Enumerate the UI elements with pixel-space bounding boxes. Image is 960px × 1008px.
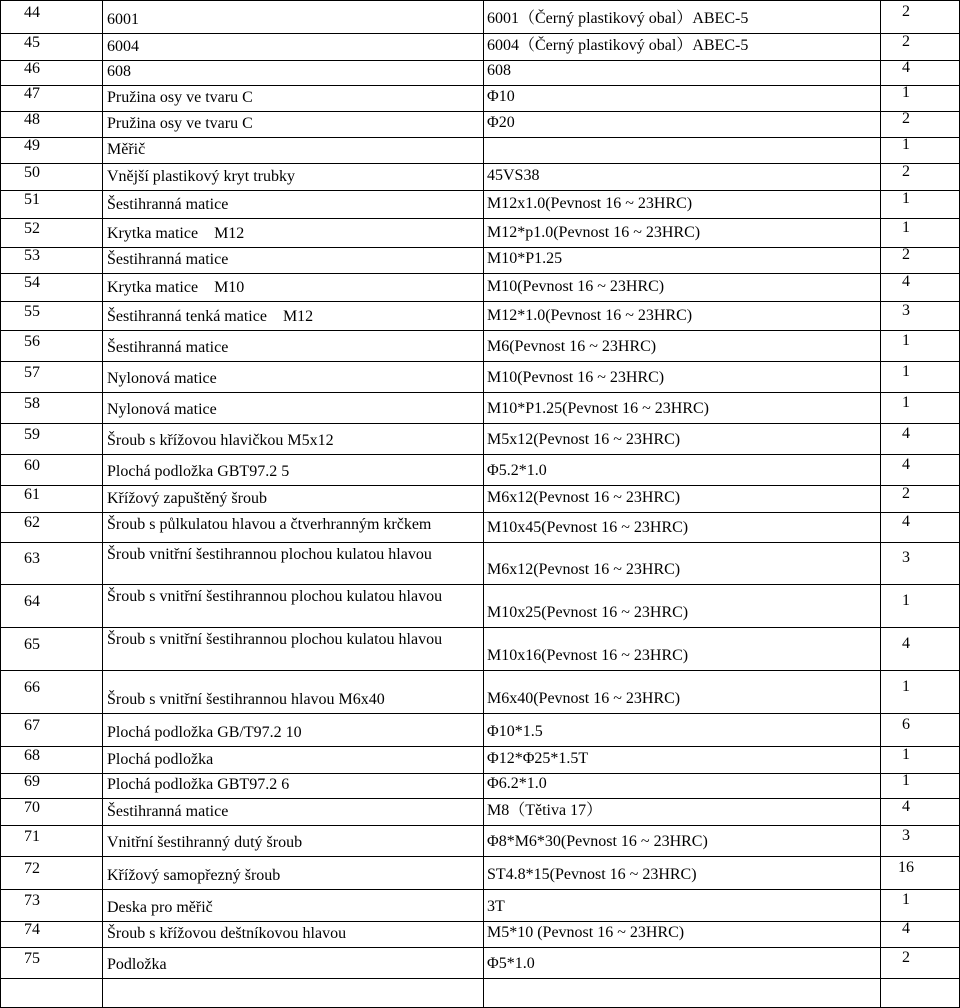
part-spec: M10(Pevnost 16 ~ 23HRC) [487, 278, 665, 295]
table-row [0, 798, 960, 825]
part-name: Krytka matice M12 [107, 225, 245, 242]
table-row [0, 921, 960, 947]
part-quantity: 6 [902, 716, 910, 733]
table-row [0, 301, 960, 330]
part-quantity: 1 [902, 394, 910, 411]
row-number: 58 [24, 395, 40, 412]
row-number: 59 [24, 426, 40, 443]
table-row [0, 330, 960, 361]
table-row [0, 825, 960, 856]
table-row [0, 163, 960, 190]
part-spec: M10*P1.25(Pevnost 16 ~ 23HRC) [487, 400, 710, 417]
table-row [0, 33, 960, 60]
part-name: Šroub s křížovou deštníkovou hlavou [107, 925, 347, 942]
row-number: 61 [24, 486, 40, 503]
table-row [0, 454, 960, 485]
part-quantity: 1 [902, 136, 910, 153]
part-spec: M10x25(Pevnost 16 ~ 23HRC) [487, 604, 689, 621]
table-row [0, 856, 960, 889]
row-number: 68 [24, 747, 40, 764]
row-number: 47 [24, 85, 40, 102]
table-row [0, 60, 960, 85]
part-quantity: 16 [898, 859, 914, 876]
row-number: 75 [24, 950, 40, 967]
table-row [0, 746, 960, 773]
part-quantity: 1 [902, 363, 910, 380]
part-quantity: 1 [902, 746, 910, 763]
part-quantity: 4 [902, 635, 910, 652]
part-name: Plochá podložka GBT97.2 6 [107, 776, 290, 793]
part-spec: Φ5.2*1.0 [487, 462, 547, 479]
table-row [0, 137, 960, 163]
table-row [0, 218, 960, 247]
part-quantity: 4 [902, 798, 910, 815]
part-quantity: 2 [902, 246, 910, 263]
row-number: 48 [24, 111, 40, 128]
table-row [0, 85, 960, 111]
part-spec: M12*p1.0(Pevnost 16 ~ 23HRC) [487, 224, 701, 241]
part-spec: 6001（Černý plastikový obal）ABEC-5 [487, 10, 749, 27]
part-spec: 608 [487, 62, 511, 79]
row-number: 73 [24, 892, 40, 909]
part-spec: Φ20 [487, 114, 515, 131]
part-name: Šroub s vnitřní šestihrannou hlavou M6x40 [107, 691, 385, 708]
part-name: Podložka [107, 956, 167, 973]
table-row [0, 190, 960, 218]
part-name: Vnější plastikový kryt trubky [107, 168, 295, 185]
part-name: Šestihranná matice [107, 196, 229, 213]
row-number: 44 [24, 4, 40, 21]
part-spec: ST4.8*15(Pevnost 16 ~ 23HRC) [487, 866, 697, 883]
table-row [0, 773, 960, 798]
row-number: 65 [24, 636, 40, 653]
part-name: Šestihranná matice [107, 803, 229, 820]
part-name: 608 [107, 63, 131, 80]
row-number: 69 [24, 773, 40, 790]
part-quantity: 4 [902, 273, 910, 290]
part-spec: Φ6.2*1.0 [487, 775, 547, 792]
part-name: Šestihranná matice [107, 339, 229, 356]
part-quantity: 1 [902, 190, 910, 207]
part-spec: M6x40(Pevnost 16 ~ 23HRC) [487, 690, 681, 707]
row-number: 52 [24, 220, 40, 237]
part-spec: 3T [487, 898, 505, 915]
part-name: Plochá podložka GB/T97.2 10 [107, 724, 302, 741]
table-row [0, 111, 960, 137]
table-row [0, 889, 960, 921]
part-quantity: 3 [902, 549, 910, 566]
part-spec: Φ10 [487, 88, 515, 105]
part-name: Křížový zapuštěný šroub [107, 490, 267, 507]
row-number: 74 [24, 921, 40, 938]
part-name: Křížový samopřezný šroub [107, 867, 281, 884]
row-number: 67 [24, 717, 40, 734]
part-name: Deska pro měřič [107, 899, 213, 916]
row-number: 64 [24, 593, 40, 610]
table-row [0, 273, 960, 301]
part-spec: 6004（Černý plastikový obal）ABEC-5 [487, 37, 749, 54]
row-number: 70 [24, 799, 40, 816]
part-name: Pružina osy ve tvaru C [107, 89, 253, 106]
part-name: Šroub s vnitřní šestihrannou plochou kulatou hlavou [107, 631, 443, 648]
part-name: Šroub s vnitřní šestihrannou plochou kulatou hlavou [107, 588, 443, 605]
row-number: 62 [24, 514, 40, 531]
row-number: 71 [24, 828, 40, 845]
part-name: Šroub s půlkulatou hlavou a čtverhranným krčkem [107, 516, 432, 533]
table-row [0, 670, 960, 713]
part-spec: M10x16(Pevnost 16 ~ 23HRC) [487, 647, 689, 664]
part-spec: M10*P1.25 [487, 250, 563, 267]
row-number: 72 [24, 860, 40, 877]
row-number: 45 [24, 34, 40, 51]
part-spec: M6x12(Pevnost 16 ~ 23HRC) [487, 489, 681, 506]
part-spec: M10(Pevnost 16 ~ 23HRC) [487, 369, 665, 386]
part-name: Plochá podložka [107, 751, 214, 768]
table-row [0, 361, 960, 392]
part-name: 6001 [107, 11, 139, 28]
row-number: 66 [24, 679, 40, 696]
part-quantity: 2 [902, 33, 910, 50]
part-quantity: 1 [902, 219, 910, 236]
table-row [0, 423, 960, 454]
part-name: Vnitřní šestihranný dutý šroub [107, 834, 303, 851]
row-number: 46 [24, 60, 40, 77]
table-rule [0, 978, 960, 979]
part-name: Měřič [107, 141, 146, 158]
row-number: 53 [24, 247, 40, 264]
part-quantity: 1 [902, 332, 910, 349]
part-spec: Φ5*1.0 [487, 955, 535, 972]
row-number: 50 [24, 164, 40, 181]
part-quantity: 4 [902, 456, 910, 473]
part-quantity: 4 [902, 425, 910, 442]
row-number: 51 [24, 191, 40, 208]
part-name: 6004 [107, 38, 139, 55]
table-row [0, 627, 960, 670]
part-spec: M12x1.0(Pevnost 16 ~ 23HRC) [487, 195, 693, 212]
part-quantity: 4 [902, 513, 910, 530]
table-row [0, 542, 960, 584]
table-row [0, 947, 960, 978]
row-number: 55 [24, 303, 40, 320]
part-quantity: 2 [902, 485, 910, 502]
table-row [0, 713, 960, 746]
part-name: Šestihranná tenká matice M12 [107, 308, 314, 325]
part-quantity: 2 [902, 110, 910, 127]
table-row [0, 247, 960, 273]
part-spec: M6x12(Pevnost 16 ~ 23HRC) [487, 561, 681, 578]
table-row [0, 0, 960, 33]
table-row [0, 584, 960, 627]
part-spec: M5x12(Pevnost 16 ~ 23HRC) [487, 431, 681, 448]
part-quantity: 3 [902, 827, 910, 844]
part-name: Nylonová matice [107, 401, 217, 418]
part-name: Plochá podložka GBT97.2 5 [107, 463, 290, 480]
row-number: 60 [24, 457, 40, 474]
part-name: Šestihranná matice [107, 251, 229, 268]
row-number: 63 [24, 550, 40, 567]
part-spec: M6(Pevnost 16 ~ 23HRC) [487, 338, 657, 355]
part-quantity: 2 [902, 163, 910, 180]
row-number: 54 [24, 274, 40, 291]
table-row [0, 392, 960, 423]
part-quantity: 2 [902, 949, 910, 966]
part-quantity: 2 [902, 3, 910, 20]
part-quantity: 1 [902, 84, 910, 101]
table-row [0, 512, 960, 542]
part-quantity: 1 [902, 678, 910, 695]
part-spec: Φ12*Φ25*1.5T [487, 750, 589, 767]
part-quantity: 4 [902, 920, 910, 937]
part-name: Šroub vnitřní šestihrannou plochou kulatou hlavou [107, 546, 432, 563]
row-number: 57 [24, 364, 40, 381]
part-name: Nylonová matice [107, 370, 217, 387]
table-row [0, 485, 960, 512]
part-spec: Φ10*1.5 [487, 723, 543, 740]
part-spec: M12*1.0(Pevnost 16 ~ 23HRC) [487, 307, 693, 324]
part-quantity: 1 [902, 592, 910, 609]
part-name: Pružina osy ve tvaru C [107, 115, 253, 132]
part-quantity: 3 [902, 302, 910, 319]
part-spec: Φ8*M6*30(Pevnost 16 ~ 23HRC) [487, 833, 708, 850]
row-number: 49 [24, 137, 40, 154]
part-spec: 45VS38 [487, 167, 540, 184]
row-number: 56 [24, 333, 40, 350]
part-name: Šroub s křížovou hlavičkou M5x12 [107, 432, 334, 449]
part-quantity: 1 [902, 891, 910, 908]
part-quantity: 4 [902, 59, 910, 76]
part-spec: M10x45(Pevnost 16 ~ 23HRC) [487, 519, 689, 536]
part-spec: M8（Tětiva 17） [487, 802, 603, 819]
part-quantity: 1 [902, 772, 910, 789]
part-name: Krytka matice M10 [107, 279, 245, 296]
part-spec: M5*10 (Pevnost 16 ~ 23HRC) [487, 924, 685, 941]
